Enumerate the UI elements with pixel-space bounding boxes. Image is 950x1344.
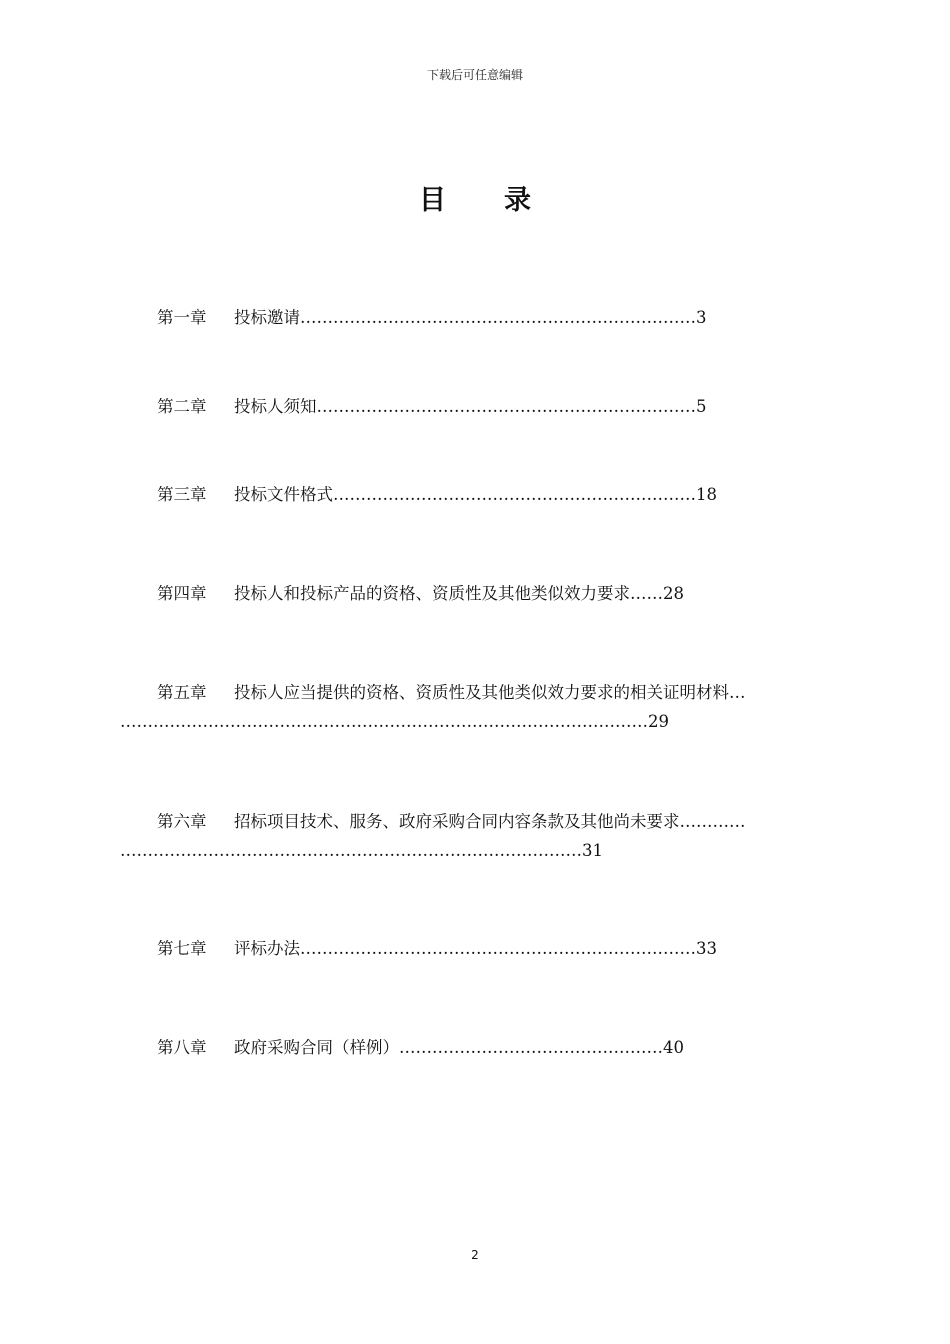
toc-entry-1[interactable] [157,308,707,328]
toc-title-char-2: 录 [504,185,531,216]
toc-entry-page: 33 [696,939,717,958]
toc-entry-7[interactable] [157,939,717,959]
toc-entry-leader: ………………………………………………………… [333,485,696,504]
toc-entry-page: 28 [663,584,684,603]
toc-entry-chapter: 第八章 [157,1038,207,1057]
header-note: 下载后可任意编辑 [426,68,523,82]
toc-entry-page: 40 [663,1038,684,1057]
toc-entry-leader: …… [630,584,663,603]
toc-entry-page: 3 [696,308,707,327]
toc-entry-title: 政府采购合同（样例） [234,1038,399,1057]
toc-entry-title: 投标人和投标产品的资格、资质性及其他类似效力要求 [234,584,630,603]
toc-entry-page: 31 [582,841,603,860]
toc-entry-chapter: 第二章 [157,397,207,416]
toc-entry-title: 投标人应当提供的资格、资质性及其他类似效力要求的相关证明材料 [234,683,729,702]
toc-entry-leader: … [729,683,746,702]
toc-title [0,178,950,217]
toc-entry-leader: ………………………………………………………………………… [120,841,582,860]
toc-entry-leader: ………………………………………… [399,1038,663,1057]
toc-entry-page: 18 [696,485,717,504]
toc-entry-title: 评标办法 [234,939,300,958]
toc-entry-page: 5 [696,397,707,416]
toc-entry-chapter: 第七章 [157,939,207,958]
toc-entry-chapter: 第一章 [157,308,207,327]
toc-entry-5[interactable] [157,683,746,703]
page-number: 2 [471,1248,479,1262]
toc-entry-chapter: 第三章 [157,485,207,504]
toc-entry-chapter: 第五章 [157,683,207,702]
toc-entry-8[interactable] [157,1038,684,1058]
toc-entry-3[interactable] [157,485,717,505]
toc-title-char-1: 目 [419,185,446,216]
toc-entry-leader: …………………………………………………………………………………… [120,712,648,731]
toc-entry-title: 投标邀请 [234,308,300,327]
toc-entry-6[interactable] [157,812,746,832]
toc-entry-chapter: 第六章 [157,812,207,831]
toc-entry-title: 投标文件格式 [234,485,333,504]
toc-entry-title: 投标人须知 [234,397,317,416]
toc-entry-title: 招标项目技术、服务、政府采购合同内容条款及其他尚未要求 [234,812,680,831]
toc-entry-leader: …………………………………………………………… [316,397,696,416]
toc-entry-leader: ………… [679,812,746,831]
toc-entry-5-continuation[interactable] [120,712,669,732]
toc-entry-4[interactable] [157,584,684,604]
toc-entry-leader: ……………………………………………………………… [300,308,696,327]
toc-entry-leader: ……………………………………………………………… [300,939,696,958]
toc-entry-2[interactable] [157,397,707,417]
toc-entry-page: 29 [648,712,669,731]
toc-entry-6-continuation[interactable] [120,841,603,861]
toc-entry-chapter: 第四章 [157,584,207,603]
